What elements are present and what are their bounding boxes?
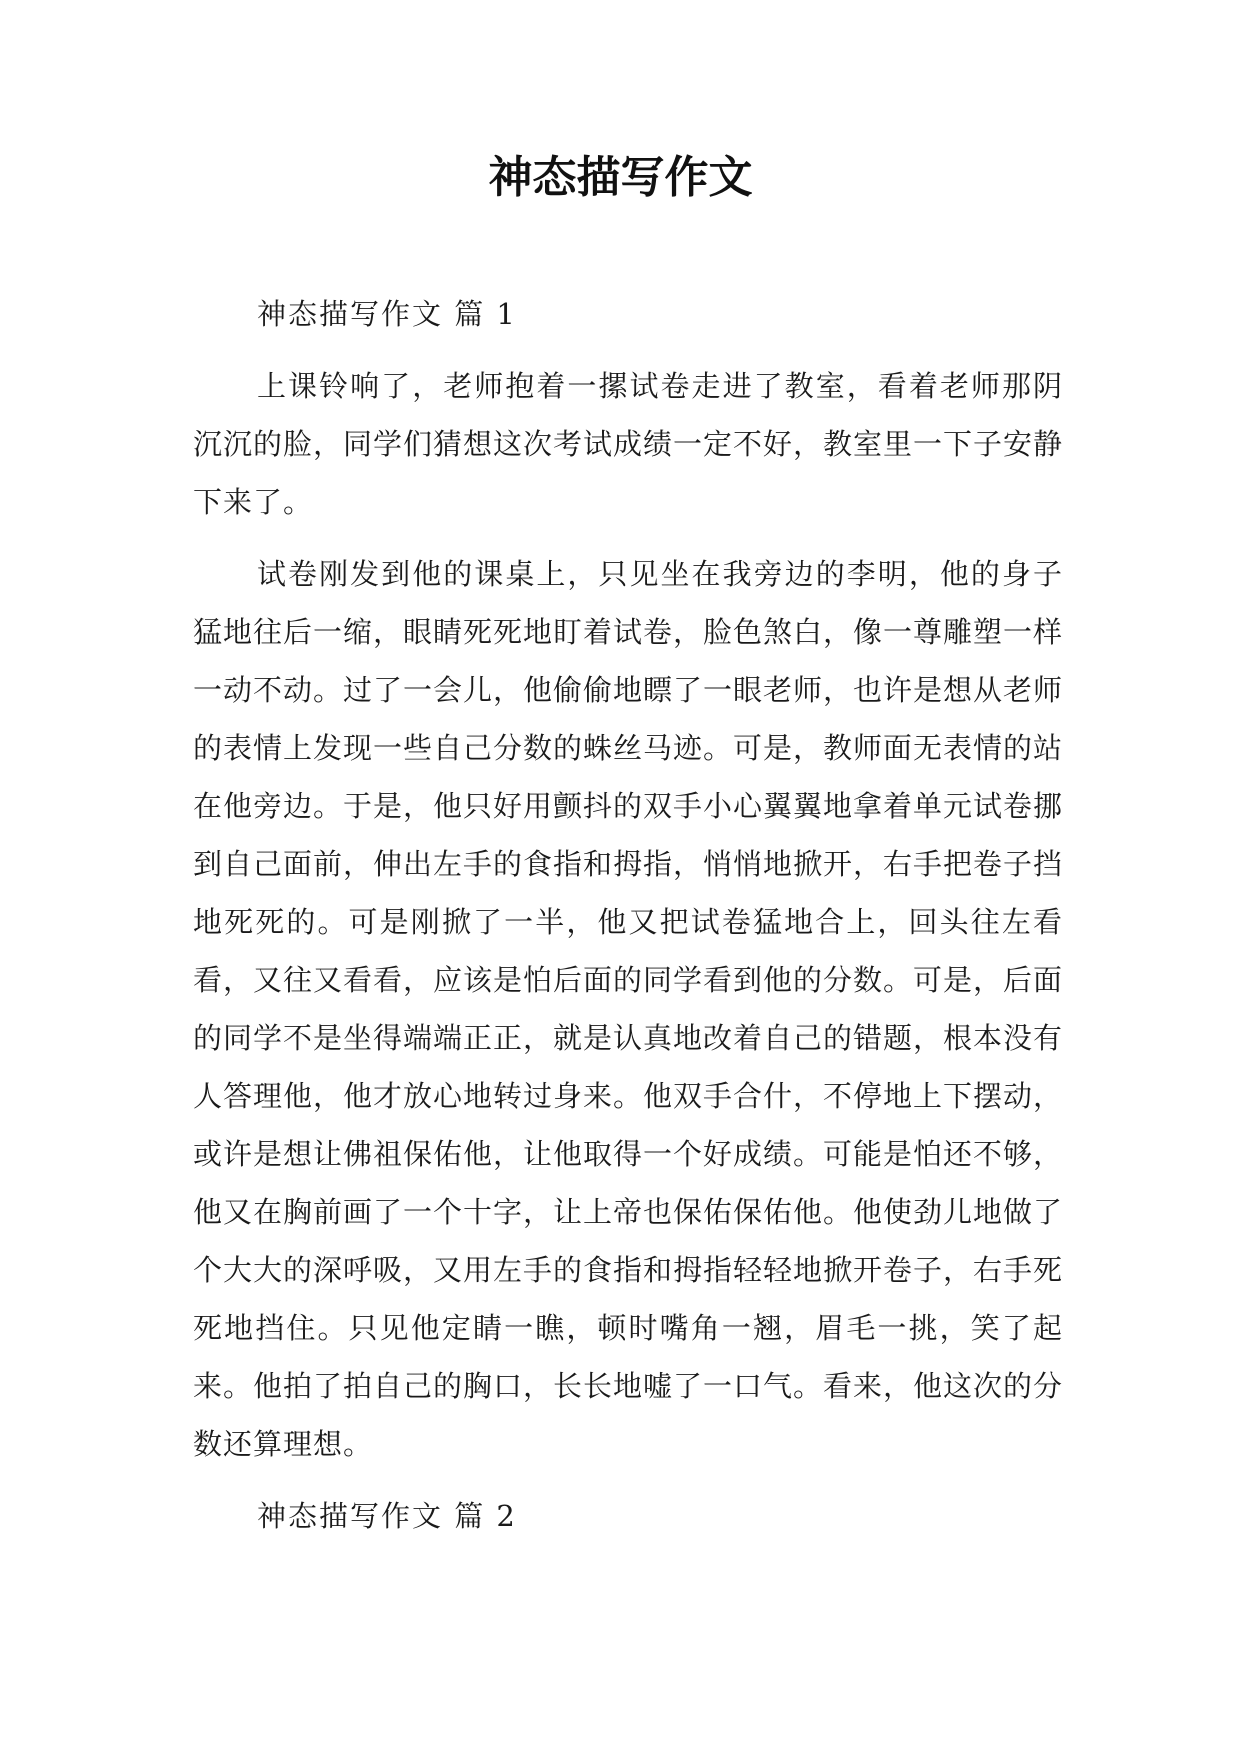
document-body [193,285,1063,1545]
section-heading-1: 神态描写作文 篇 1 [257,297,517,331]
paragraph-1: 上课铃响了，老师抱着一摞试卷走进了教室，看着老师那阴沉沉的脸，同学们猜想这次考试成绩一定不好，教室里一下子安静下来了。 [193,369,1064,519]
section-heading-2: 神态描写作文 篇 2 [257,1499,517,1533]
paragraph-2: 试卷刚发到他的课桌上，只见坐在我旁边的李明，他的身子猛地往后一缩，眼睛死死地盯着试卷，脸色煞白，像一尊雕塑一样一动不动。过了一会儿，他偷偷地瞟了一眼老师，也许是想从老师的表情上发现一些自己分数的蛛丝马迹。可是，教师面无表情的站在他旁边。于是，他只好用颤抖的双手小心翼翼地拿着单元试卷挪到自己面前，伸出左手的食指和拇指，悄悄地掀开，右手把卷子挡地死死的。可是刚掀了一半，他又把试卷猛地合上，回头往左看看，又往又看看，应该是怕后面的同学看到他的分数。可是，后面的同学不是坐得端端正正，就是认真地改着自己的错题，根本没有人答理他，他才放心地转过身来。他双手合什，不停地上下摆动，或许是想让佛祖保佑他，让他取得一个好成绩。可能是怕还不够，他又在胸前画了一个十字，让上帝也保佑保佑他。他使劲儿地做了个大大的深呼吸，又用左手的食指和拇指轻轻地掀开卷子，右手死死地挡住。只见他定睛一瞧，顿时嘴角一翘，眉毛一挑，笑了起来。他拍了拍自己的胸口，长长地嘘了一口气。看来，他这次的分数还算理想。 [193,557,1064,1461]
document-title: 神态描写作文 [488,152,753,203]
